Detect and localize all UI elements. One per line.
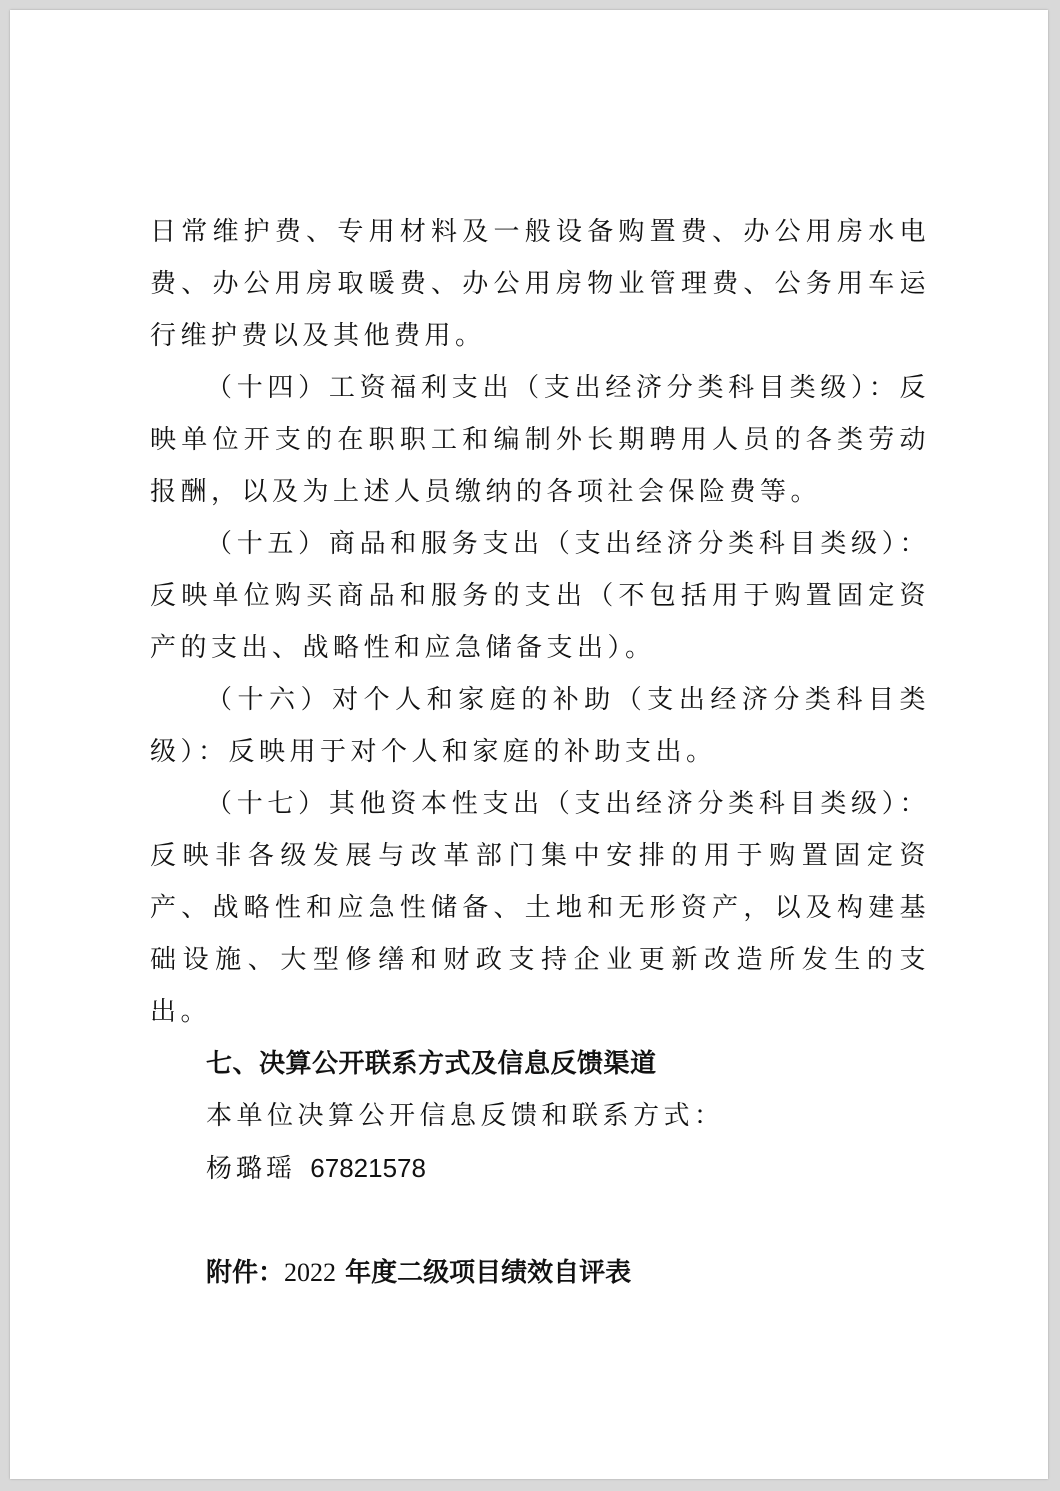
attachment-line (150, 1247, 930, 1299)
section-heading: 七、决算公开联系方式及信息反馈渠道 (206, 1049, 657, 1079)
attachment-year: 2022 (284, 1258, 337, 1287)
spacer (150, 1195, 930, 1247)
contact-name: 杨璐瑶 (206, 1154, 297, 1184)
contact-phone: 67821578 (310, 1153, 426, 1183)
paragraph-goods-services: （十五）商品和服务支出（支出经济分类科目类级）：反映单位购买商品和服务的支出（不包括用于购置固定资产的支出、战略性和应急储备支出）。 (150, 529, 930, 663)
contact-line (150, 1142, 930, 1195)
attachment-label: 附件： (206, 1258, 285, 1288)
contact-intro: 本单位决算公开信息反馈和联系方式： (206, 1101, 725, 1131)
attachment-title: 年度二级项目绩效自评表 (345, 1258, 632, 1288)
document-page (10, 10, 1048, 1479)
paragraph-other-capital: （十七）其他资本性支出（支出经济分类科目类级）：反映非各级发展与改革部门集中安排的用于购置固定资产、战略性和应急性储备、土地和无形资产，以及构建基础设施、大型修缮和财政支持企业更新改造所发生的支出。 (150, 789, 930, 1027)
paragraph-continuation: 日常维护费、专用材料及一般设备购置费、办公用房水电费、办公用房取暖费、办公用房物业管理费、公务用车运行维护费以及其他费用。 (150, 217, 930, 351)
paragraph-wage-welfare: （十四）工资福利支出（支出经济分类科目类级）：反映单位开支的在职职工和编制外长期聘用人员的各类劳动报酬，以及为上述人员缴纳的各项社会保险费等。 (150, 373, 930, 507)
paragraph-household-subsidy: （十六）对个人和家庭的补助（支出经济分类科目类级）：反映用于对个人和家庭的补助支出。 (150, 685, 930, 767)
document-body (150, 206, 930, 1299)
